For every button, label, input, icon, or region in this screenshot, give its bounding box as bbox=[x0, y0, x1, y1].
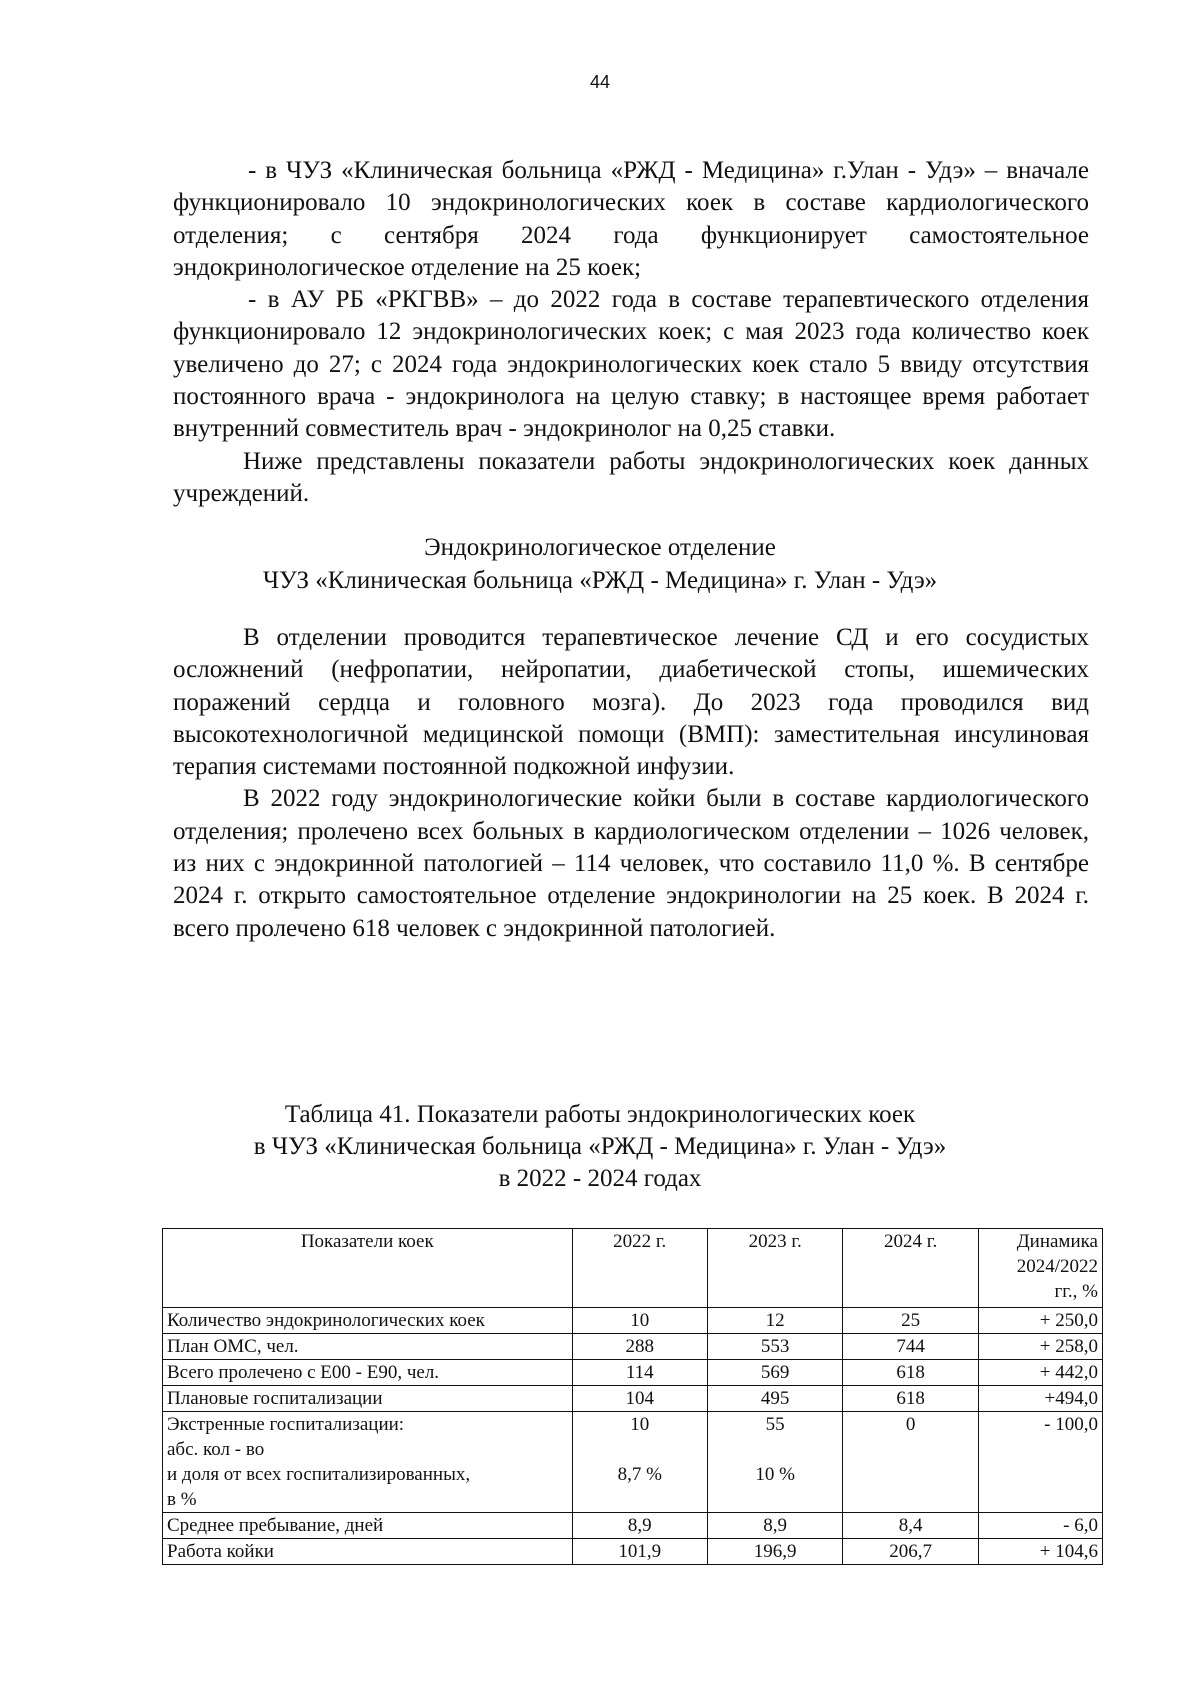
indicator-cell: Экстренные госпитализации: абс. кол - во и доля от всех госпитализированных, в % bbox=[163, 1412, 573, 1513]
indicator-cell: План ОМС, чел. bbox=[163, 1334, 573, 1360]
value-2023-cell: 553 bbox=[707, 1334, 842, 1360]
paragraph-rkgvv: - в АУ РБ «РКГВВ» – до 2022 года в составе терапевтического отделения функционировало 12 эндокринологических коек; с мая 2023 года количество коек увеличено до 27; с 2024 года эндокринологических коек стало 5 ввиду отсутствия постоянного врача - эндокринолога на целую ставку; в настоящее время работает внутренний совместитель врач - эндокринолог на 0,25 ставки. bbox=[173, 286, 1089, 443]
dynamics-cell: +494,0 bbox=[978, 1386, 1102, 1412]
indicator-cell: Количество эндокринологических коек bbox=[163, 1308, 573, 1334]
value-2024-cell: 0 bbox=[843, 1412, 978, 1513]
header-2023: 2023 г. bbox=[707, 1229, 842, 1308]
table-caption-line3: в 2022 - 2024 годах bbox=[498, 1165, 702, 1192]
value-2023-cell: 196,9 bbox=[707, 1539, 842, 1565]
dynamics-cell: + 250,0 bbox=[978, 1308, 1102, 1334]
header-2024: 2024 г. bbox=[843, 1229, 978, 1308]
value-2024-cell: 206,7 bbox=[843, 1539, 978, 1565]
table-caption bbox=[0, 1099, 1200, 1195]
table-row bbox=[163, 1308, 1103, 1334]
section-heading-line1: Эндокринологическое отделение bbox=[424, 534, 776, 561]
paragraph-2022: В 2022 году эндокринологические койки были в составе кардиологического отделения; пролечено всех больных в кардиологическом отделении – 1026 человек, из них с эндокринной патологией – 114 человек, что составило 11,0 %. В сентябре 2024 г. открыто самостоятельное отделение эндокринологии на 25 коек. В 2024 г. всего пролечено 618 человек с эндокринной патологией. bbox=[173, 785, 1089, 942]
section-heading-line2: ЧУЗ «Клиническая больница «РЖД - Медицина» г. Улан - Удэ» bbox=[262, 567, 938, 594]
indicator-cell: Плановые госпитализации bbox=[163, 1386, 573, 1412]
paragraph-rzd: - в ЧУЗ «Клиническая больница «РЖД - Медицина» г.Улан - Удэ» – вначале функционировало 10 эндокринологических коек в составе кардиологического отделения; с сентября 2024 года функционирует самостоятельное эндокринологическое отделение на 25 коек; bbox=[173, 157, 1089, 281]
table-row bbox=[163, 1412, 1103, 1513]
dynamics-cell: - 6,0 bbox=[978, 1513, 1102, 1539]
table-row bbox=[163, 1513, 1103, 1539]
page-number: 44 bbox=[589, 72, 611, 92]
header-2022: 2022 г. bbox=[572, 1229, 707, 1308]
table-header-row bbox=[163, 1229, 1103, 1308]
paragraph-below: Ниже представлены показатели работы эндокринологических коек данных учреждений. bbox=[173, 447, 1089, 507]
indicator-cell: Всего пролечено с Е00 - Е90, чел. bbox=[163, 1360, 573, 1386]
value-2022-cell: 10 bbox=[572, 1308, 707, 1334]
section-text bbox=[173, 622, 1089, 945]
value-2023-cell: 8,9 bbox=[707, 1513, 842, 1539]
table-row bbox=[163, 1539, 1103, 1565]
value-2024-cell: 8,4 bbox=[843, 1513, 978, 1539]
table-row bbox=[163, 1386, 1103, 1412]
value-2022-cell: 104 bbox=[572, 1386, 707, 1412]
value-2023-cell: 569 bbox=[707, 1360, 842, 1386]
value-2023-cell: 55 10 % bbox=[707, 1412, 842, 1513]
header-dynamics: Динамика 2024/2022 гг., % bbox=[978, 1229, 1102, 1308]
value-2022-cell: 101,9 bbox=[572, 1539, 707, 1565]
indicator-cell: Среднее пребывание, дней bbox=[163, 1513, 573, 1539]
dynamics-cell: + 258,0 bbox=[978, 1334, 1102, 1360]
value-2022-cell: 288 bbox=[572, 1334, 707, 1360]
value-2024-cell: 744 bbox=[843, 1334, 978, 1360]
table-row bbox=[163, 1360, 1103, 1386]
table-caption-line1: Таблица 41. Показатели работы эндокринологических коек bbox=[284, 1101, 916, 1128]
value-2024-cell: 618 bbox=[843, 1386, 978, 1412]
indicators-table bbox=[162, 1228, 1103, 1565]
dynamics-cell: - 100,0 bbox=[978, 1412, 1102, 1513]
table-caption-line2: в ЧУЗ «Клиническая больница «РЖД - Медицина» г. Улан - Удэ» bbox=[253, 1133, 947, 1160]
value-2022-cell: 8,9 bbox=[572, 1513, 707, 1539]
value-2024-cell: 618 bbox=[843, 1360, 978, 1386]
dynamics-cell: + 442,0 bbox=[978, 1360, 1102, 1386]
value-2023-cell: 495 bbox=[707, 1386, 842, 1412]
value-2023-cell: 12 bbox=[707, 1308, 842, 1334]
dynamics-cell: + 104,6 bbox=[978, 1539, 1102, 1565]
header-indicator: Показатели коек bbox=[163, 1229, 573, 1308]
intro-text bbox=[173, 155, 1089, 510]
indicator-cell: Работа койки bbox=[163, 1539, 573, 1565]
paragraph-treatment: В отделении проводится терапевтическое лечение СД и его сосудистых осложнений (нефропатии, нейропатии, диабетической стопы, ишемических поражений сердца и головного мозга). До 2023 года проводился вид высокотехнологичной медицинской помощи (ВМП): заместительная инсулиновая терапия системами постоянной подкожной инфузии. bbox=[173, 624, 1089, 781]
value-2024-cell: 25 bbox=[843, 1308, 978, 1334]
table-row bbox=[163, 1334, 1103, 1360]
value-2022-cell: 114 bbox=[572, 1360, 707, 1386]
value-2022-cell: 10 8,7 % bbox=[572, 1412, 707, 1513]
